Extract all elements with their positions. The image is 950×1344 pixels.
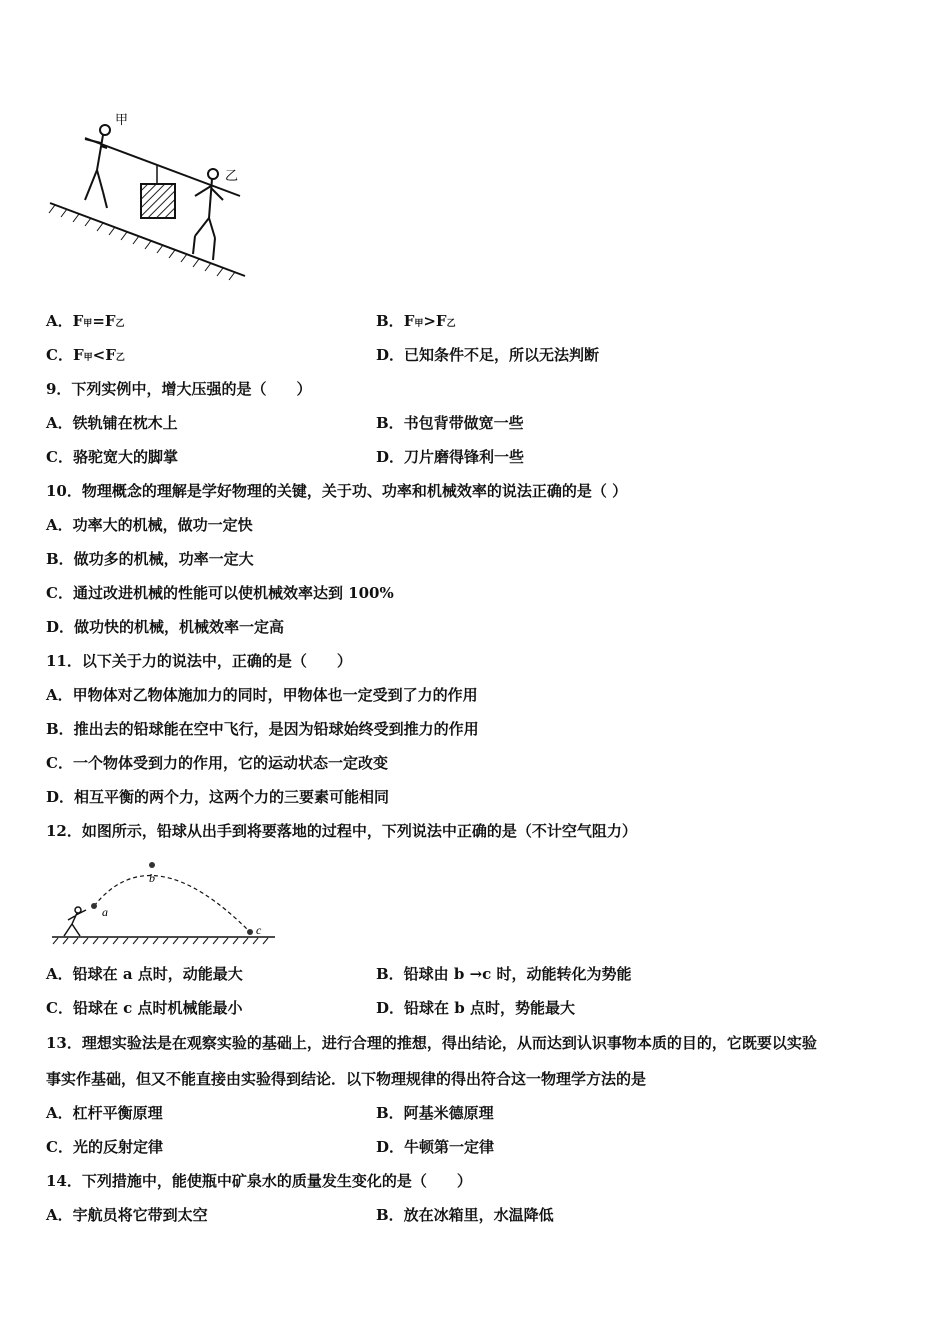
figure-carrying-load bbox=[45, 108, 255, 288]
q12-option-a[interactable]: A．铅球在 a 点时，动能最大 bbox=[46, 965, 243, 983]
q8-option-a[interactable] bbox=[46, 311, 125, 334]
q8-option-a-sub1: 甲 bbox=[83, 319, 93, 329]
q8-option-a-letter: A． bbox=[46, 312, 73, 330]
q13-stem-line2: 事实作基础，但又不能直接由实验得到结论．以下物理规律的得出符合这一物理学方法的是 bbox=[46, 1070, 647, 1088]
q8-option-c-letter: C． bbox=[46, 346, 73, 364]
label-a: a bbox=[102, 905, 108, 919]
q11-option-c[interactable]: C．一个物体受到力的作用，它的运动状态一定改变 bbox=[46, 754, 388, 772]
q8-option-b-op: >F bbox=[423, 312, 447, 330]
q13-option-c[interactable]: C．光的反射定律 bbox=[46, 1138, 163, 1156]
q8-option-a-op: =F bbox=[92, 312, 116, 330]
q8-option-d[interactable] bbox=[376, 345, 599, 365]
q13-option-b[interactable]: B．阿基米德原理 bbox=[376, 1104, 494, 1122]
q12-option-b[interactable]: B．铅球由 b →c 时，动能转化为势能 bbox=[376, 965, 632, 983]
person-yi bbox=[193, 169, 223, 260]
q10-option-b[interactable]: B．做功多的机械，功率一定大 bbox=[46, 550, 254, 568]
q10-stem: 10．物理概念的理解是学好物理的关键，关于功、功率和机械效率的说法正确的是（ ） bbox=[46, 482, 628, 500]
q8-option-b[interactable] bbox=[376, 311, 456, 334]
label-yi: 乙 bbox=[225, 169, 239, 184]
q10-option-a[interactable]: A．功率大的机械，做功一定快 bbox=[46, 516, 253, 534]
q13-option-d[interactable]: D．牛顿第一定律 bbox=[376, 1138, 495, 1156]
trajectory-path bbox=[94, 876, 250, 932]
q14-option-b[interactable]: B．放在冰箱里，水温降低 bbox=[376, 1206, 554, 1224]
person-jia bbox=[85, 125, 110, 208]
q11-option-d[interactable]: D．相互平衡的两个力，这两个力的三要素可能相同 bbox=[46, 788, 390, 806]
q8-option-c-f: F bbox=[72, 346, 84, 364]
q8-option-b-letter: B． bbox=[376, 312, 404, 330]
q8-option-c-op: <F bbox=[92, 346, 116, 364]
q8-option-d-letter: D． bbox=[376, 346, 405, 364]
q8-option-c-sub1: 甲 bbox=[83, 353, 93, 363]
q8-option-b-sub2: 乙 bbox=[446, 319, 456, 329]
q11-option-b[interactable]: B．推出去的铅球能在空中飞行，是因为铅球始终受到推力的作用 bbox=[46, 720, 479, 738]
q9-option-b[interactable]: B．书包背带做宽一些 bbox=[376, 414, 524, 432]
q9-stem: 9．下列实例中，增大压强的是（ ） bbox=[46, 380, 312, 398]
q9-option-a[interactable]: A．铁轨铺在枕木上 bbox=[46, 414, 178, 432]
q10-option-c[interactable]: C．通过改进机械的性能可以使机械效率达到 100% bbox=[46, 584, 394, 602]
q8-option-b-f: F bbox=[403, 312, 415, 330]
label-jia: 甲 bbox=[115, 113, 129, 128]
q9-option-d[interactable]: D．刀片磨得锋利一些 bbox=[376, 448, 525, 466]
q14-option-a[interactable]: A．宇航员将它带到太空 bbox=[46, 1206, 208, 1224]
q9-option-c[interactable]: C．骆驼宽大的脚掌 bbox=[46, 448, 178, 466]
q12-option-d[interactable]: D．铅球在 b 点时，势能最大 bbox=[376, 999, 575, 1017]
ball-b bbox=[149, 862, 155, 868]
q10-option-d[interactable]: D．做功快的机械，机械效率一定高 bbox=[46, 618, 285, 636]
q11-option-a[interactable]: A．甲物体对乙物体施加力的同时，甲物体也一定受到了力的作用 bbox=[46, 686, 478, 704]
label-c: c bbox=[256, 923, 262, 937]
q11-stem: 11．以下关于力的说法中，正确的是（ ） bbox=[46, 652, 352, 670]
ball-c bbox=[247, 929, 253, 935]
q8-option-a-sub2: 乙 bbox=[115, 319, 125, 329]
q8-option-a-f: F bbox=[72, 312, 84, 330]
hanging-box bbox=[141, 184, 175, 218]
q8-option-c-sub2: 乙 bbox=[115, 353, 125, 363]
q13-option-a[interactable]: A．杠杆平衡原理 bbox=[46, 1104, 163, 1122]
thrower-figure bbox=[64, 907, 86, 936]
q13-stem-line1: 13．理想实验法是在观察实验的基础上，进行合理的推想，得出结论，从而达到认识事物本质的目的，它既要以实验 bbox=[46, 1034, 817, 1052]
q12-option-c[interactable]: C．铅球在 c 点时机械能最小 bbox=[46, 999, 243, 1017]
ball-a bbox=[91, 903, 97, 909]
q8-option-b-sub1: 甲 bbox=[414, 319, 424, 329]
q8-option-d-text: 已知条件不足，所以无法判断 bbox=[404, 346, 600, 364]
q14-stem: 14．下列措施中，能使瓶中矿泉水的质量发生变化的是（ ） bbox=[46, 1172, 472, 1190]
label-b: b bbox=[149, 871, 155, 885]
q8-option-c[interactable] bbox=[46, 345, 125, 368]
figure-shot-put-trajectory bbox=[50, 852, 280, 947]
q12-stem: 12．如图所示，铅球从出手到将要落地的过程中，下列说法中正确的是（不计空气阻力） bbox=[46, 822, 637, 840]
